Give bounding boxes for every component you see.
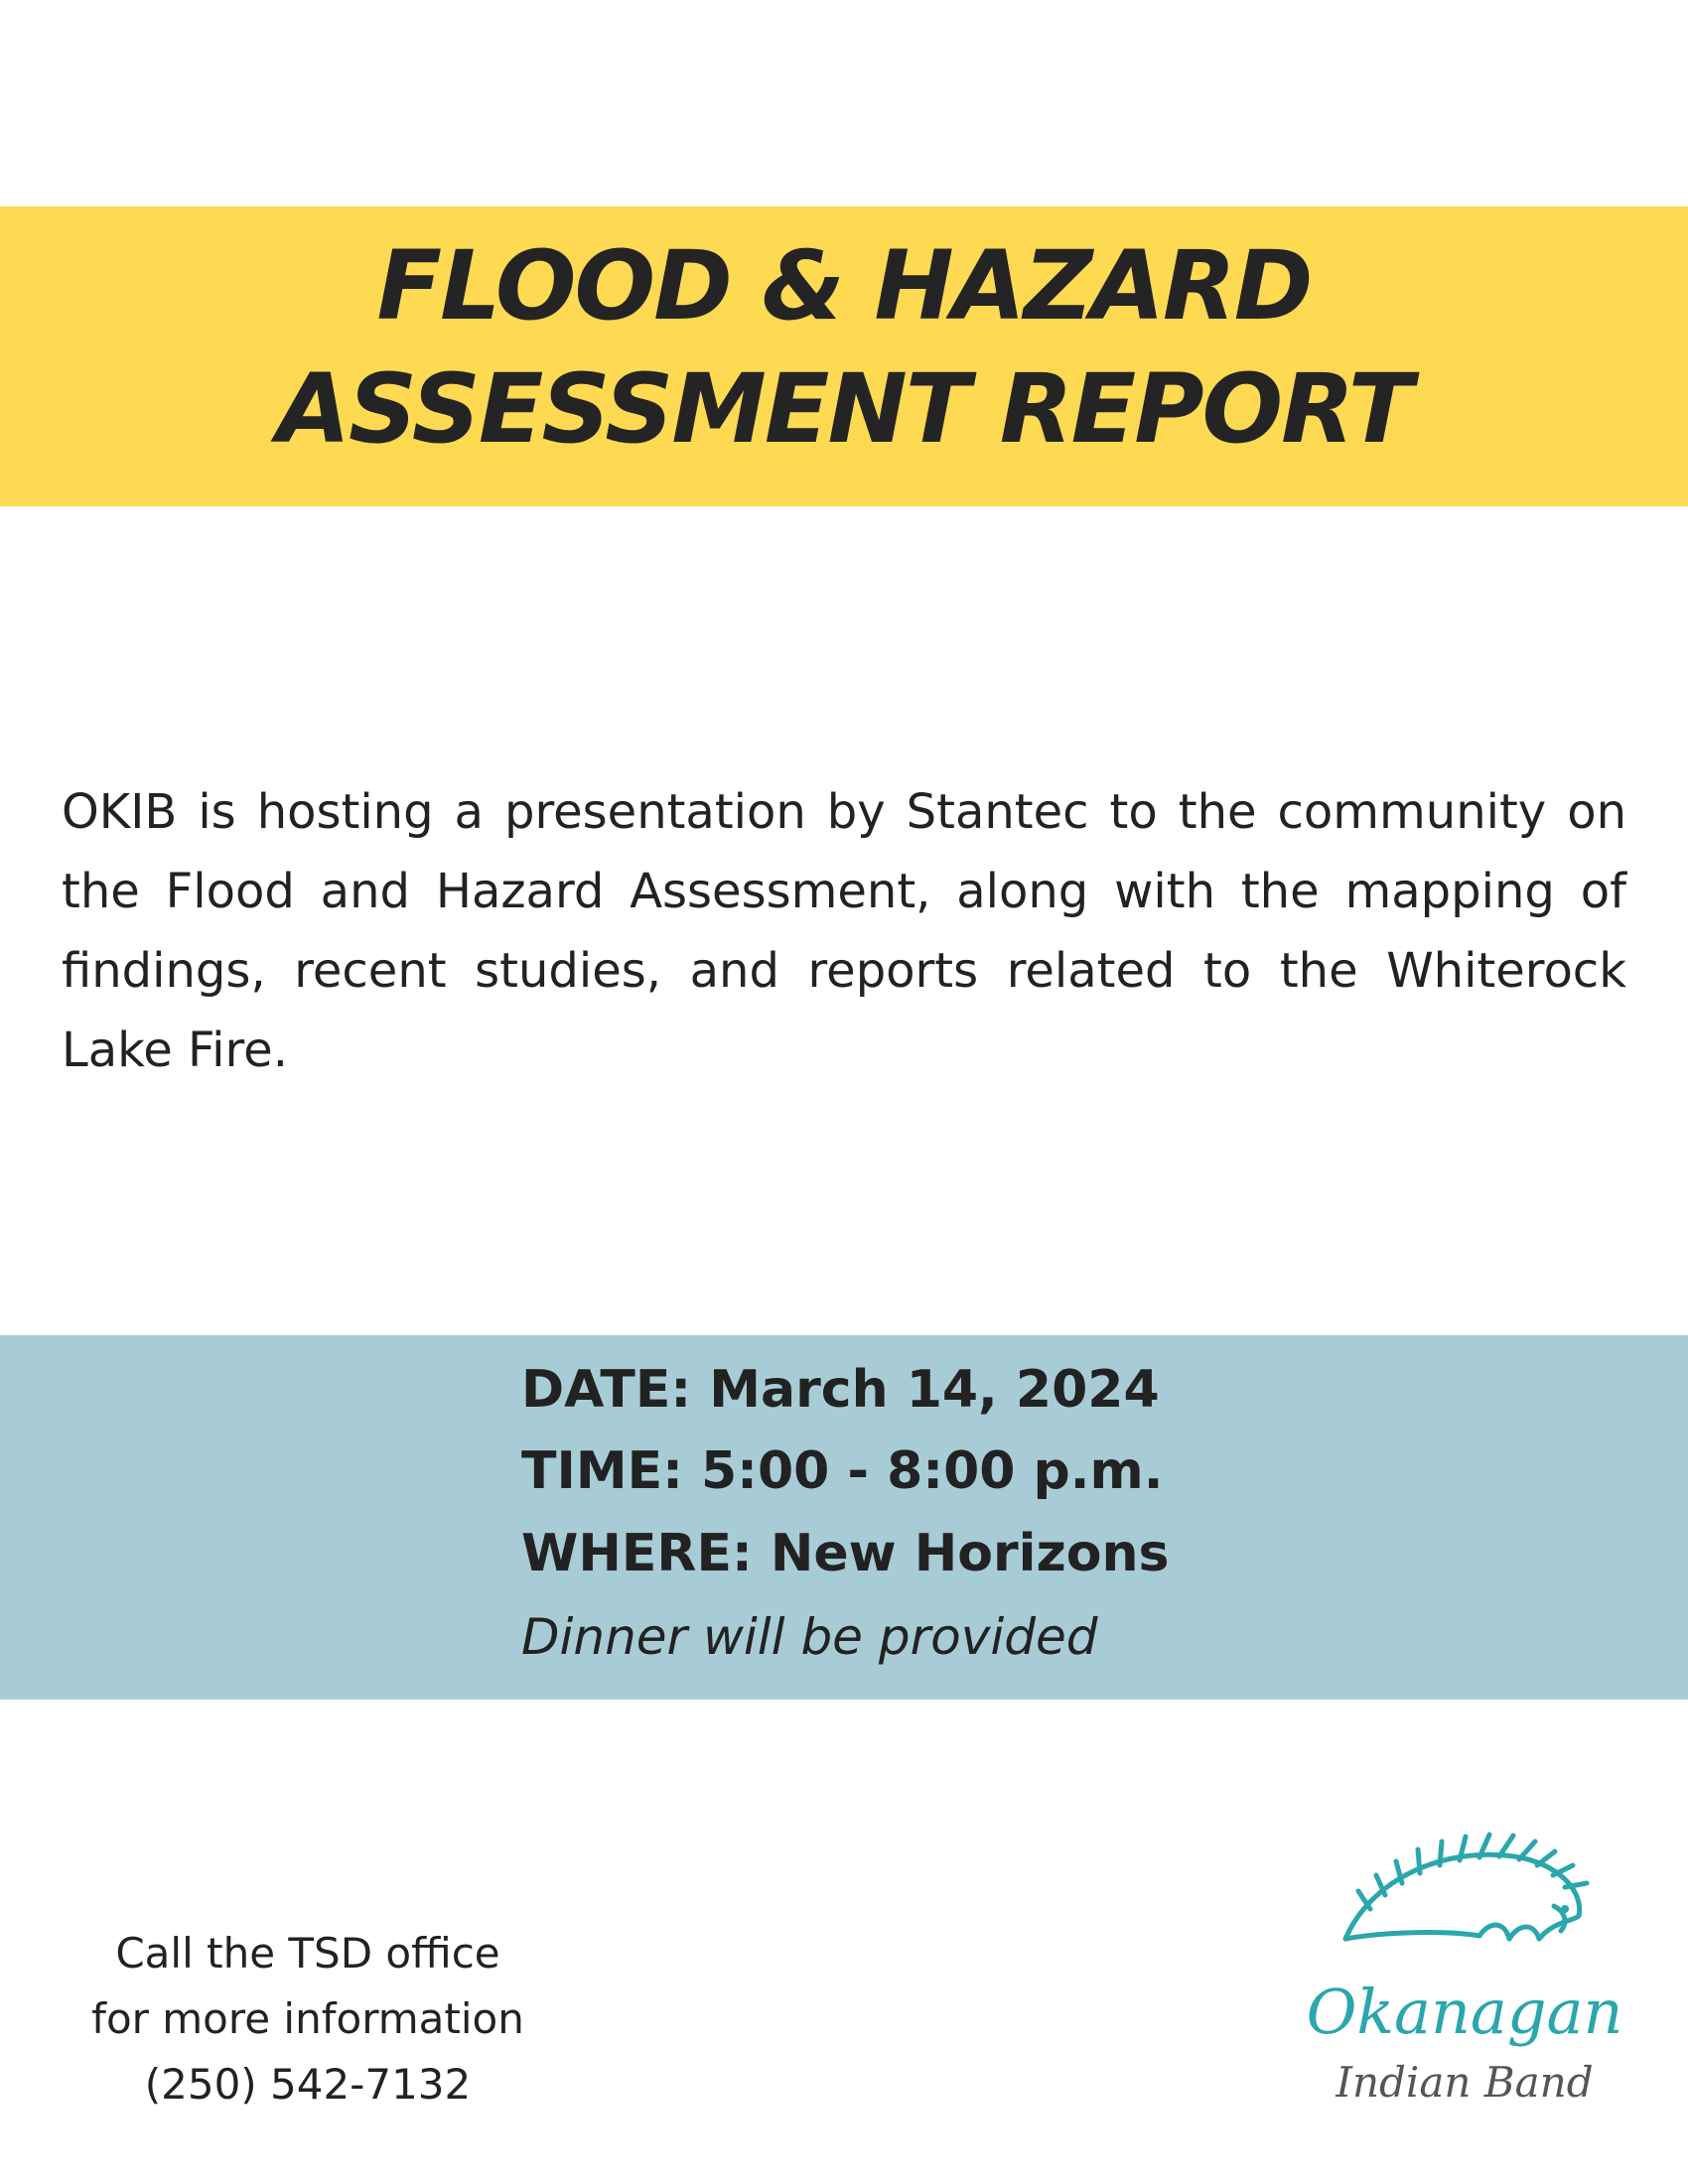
event-time: TIME: 5:00 - 8:00 p.m.: [521, 1441, 1164, 1501]
okanagan-logo: [1271, 1822, 1658, 2119]
event-date: DATE: March 14, 2024: [521, 1360, 1160, 1420]
event-note: Dinner will be provided: [521, 1608, 1098, 1666]
page-title-line-1: FLOOD & HAZARD: [376, 230, 1312, 341]
contact-line-1: Call the TSD office: [115, 1929, 500, 1978]
porcupine-icon: [1331, 1822, 1599, 1971]
event-location: WHERE: New Horizons: [521, 1524, 1170, 1583]
contact-phone: (250) 542-7132: [144, 2060, 472, 2109]
logo-name: Okanagan: [1306, 1976, 1623, 2048]
page-title-line-2: ASSESSMENT REPORT: [276, 353, 1412, 465]
contact-info: [40, 1921, 576, 2117]
intro-paragraph: OKIB is hosting a presentation by Stantec to the community on the Flood and Hazard Assessment, along with the mapping of findings, recent studies, and reports related to the Whiterock Lake Fire.: [62, 784, 1626, 1078]
logo-subtitle: Indian Band: [1336, 2058, 1594, 2107]
contact-line-2: for more information: [91, 1994, 524, 2043]
